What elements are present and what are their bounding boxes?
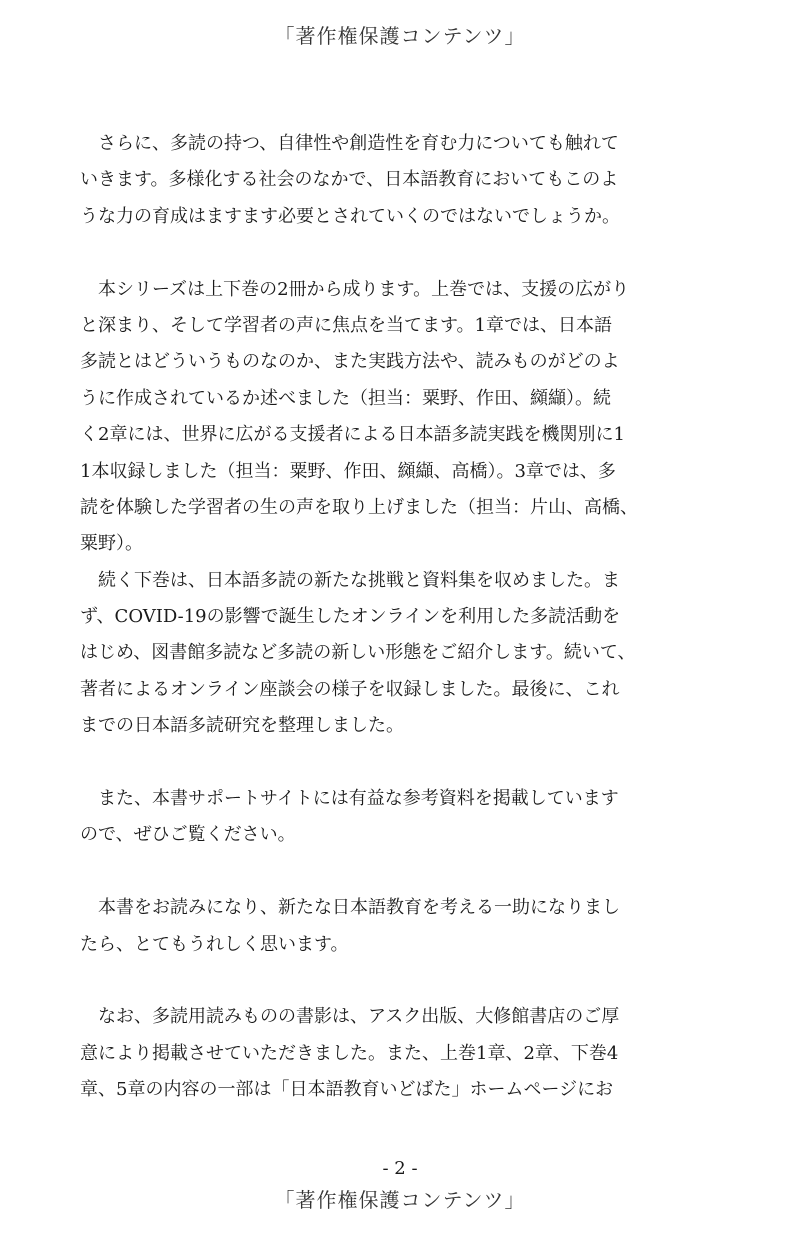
page-number: - 2 - <box>382 1158 418 1179</box>
text-line: たら、とてもうれしく思います。 <box>80 933 349 955</box>
paragraph-5 <box>80 999 720 1108</box>
text-line: ず、COVID-19の影響で誕生したオンラインを利用した多読活動を <box>80 606 621 628</box>
text-line: 粟野）。 <box>80 533 143 555</box>
paragraph-2 <box>80 272 720 745</box>
paragraph-gap <box>80 963 720 999</box>
text-line: 本書をお読みになり、新たな日本語教育を考える一助になりまし <box>80 897 620 919</box>
paragraph-4 <box>80 890 720 963</box>
copyright-banner-top: 「著作権保護コンテンツ」 <box>274 24 526 48</box>
text-line: 1本収録しました（担当：粟野、作田、纐纈、高橋）。3章では、多 <box>80 460 616 482</box>
text-line: 読を体験した学習者の生の声を取り上げました（担当：片山、高橋、 <box>80 496 638 518</box>
text-line: 本シリーズは上下巻の2冊から成ります。上巻では、支援の広がり <box>80 278 630 300</box>
text-line: うに作成されているか述べました（担当：粟野、作田、纐纈）。続 <box>80 387 611 409</box>
text-line: 著者によるオンライン座談会の様子を収録しました。最後に、これ <box>80 678 620 700</box>
text-line: 意により掲載させていただきました。また、上巻1章、2章、下巻4 <box>80 1042 619 1064</box>
text-line: 多読とはどういうものなのか、また実践方法や、読みものがどのよ <box>80 351 620 373</box>
text-line: なお、多読用読みものの書影は、アスク出版、大修館書店のご厚 <box>80 1006 620 1028</box>
paragraph-3 <box>80 781 720 854</box>
text-line: 章、5章の内容の一部は「日本語教育いどばた」ホームページにお <box>80 1079 614 1101</box>
paragraph-gap <box>80 235 720 271</box>
text-line: また、本書サポートサイトには有益な参考資料を掲載しています <box>80 788 619 810</box>
text-line: いきます。多様化する社会のなかで、日本語教育においてもこのよ <box>80 169 619 191</box>
text-line: 続く下巻は、日本語多読の新たな挑戦と資料集を収めました。ま <box>80 569 620 591</box>
body-text <box>80 126 720 1109</box>
text-line: く2章には、世界に広がる支援者による日本語多読実践を機関別に1 <box>80 424 625 446</box>
paragraph-1 <box>80 126 720 235</box>
text-line: さらに、多読の持つ、自律性や創造性を育む力についても触れて <box>80 133 619 154</box>
text-line: ので、ぜひご覧ください。 <box>80 824 296 846</box>
text-line: うな力の育成はますます必要とされていくのではないでしょうか。 <box>80 205 620 227</box>
text-line: はじめ、図書館多読など多読の新しい形態をご紹介します。続いて、 <box>80 642 636 664</box>
copyright-banner-bottom: 「著作権保護コンテンツ」 <box>274 1188 526 1212</box>
text-line: と深まり、そして学習者の声に焦点を当てます。1章では、日本語 <box>80 314 613 336</box>
text-line: までの日本語多読研究を整理しました。 <box>80 715 404 737</box>
paragraph-gap <box>80 745 720 781</box>
paragraph-gap <box>80 854 720 890</box>
